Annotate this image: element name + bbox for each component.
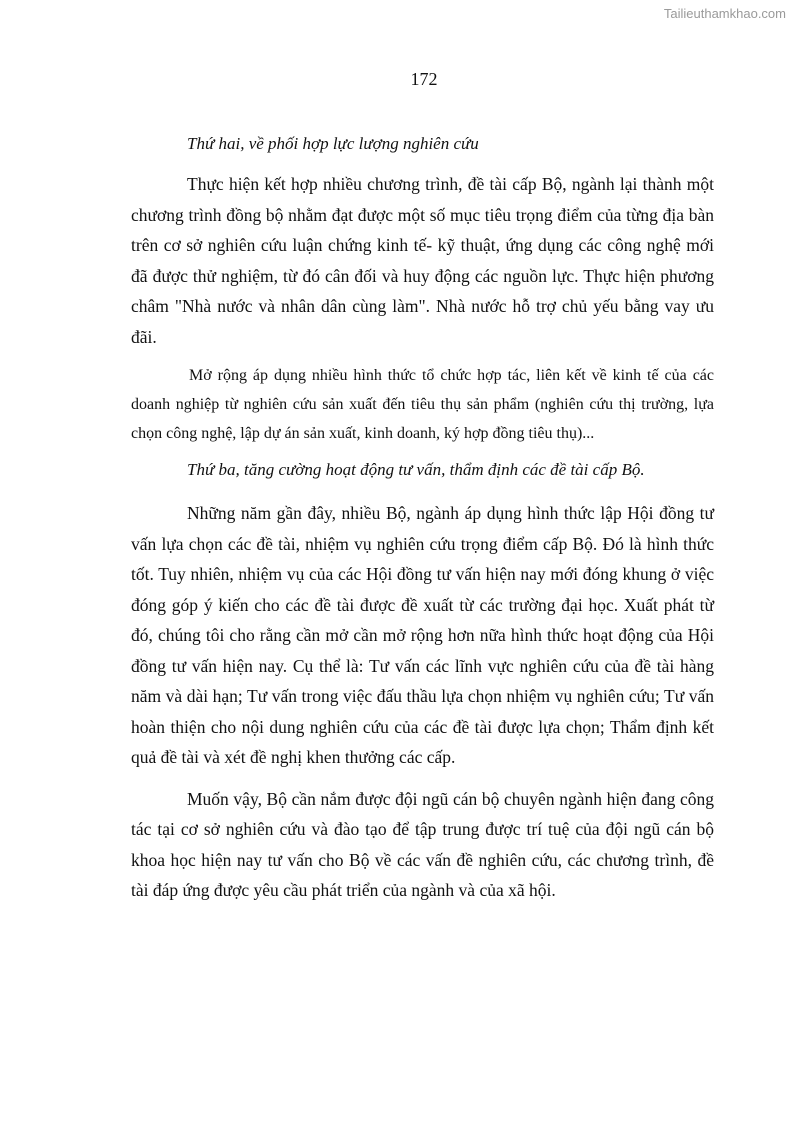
paragraph-staff: Muốn vậy, Bộ cần nắm được đội ngũ cán bộ chuyên ngành hiện đang công tác tại cơ sở nghiên cứu và đào tạo để tập trung được trí tuệ của đội ngũ cán bộ khoa học hiện nay tư vấn cho Bộ về các vấn đề nghiên cứu, các chương trình, đề tài đáp ứng được yêu cầu phát triển của ngành và của xã hội.	[131, 788, 714, 900]
page-number: 172	[410, 69, 438, 89]
section-heading-2: Thứ hai, về phối hợp lực lượng nghiên cứu	[187, 134, 479, 153]
document-body	[131, 130, 714, 906]
paragraph-cooperation: Mở rộng áp dụng nhiều hình thức tổ chức hợp tác, liên kết về kinh tế của các doanh nghiệp từ nghiên cứu sản xuất đến tiêu thụ sản phẩm (nghiên cứu thị trường, lựa chọn công nghệ, lập dự án sản xuất, kinh doanh, ký hợp đồng tiêu thụ)...	[131, 367, 714, 442]
section-heading-3: Thứ ba, tăng cường hoạt động tư vấn, thẩm định các đề tài cấp Bộ.	[187, 460, 645, 479]
paragraph-advisory-council: Những năm gần đây, nhiều Bộ, ngành áp dụng hình thức lập Hội đồng tư vấn lựa chọn các đề tài, nhiệm vụ nghiên cứu trọng điểm cấp Bộ. Đó là hình thức tốt. Tuy nhiên, nhiệm vụ của các Hội đồng tư vấn hiện nay mới đóng khung ở việc đóng góp ý kiến cho các đề tài được đề xuất từ các trường đại học. Xuất phát từ đó, chúng tôi cho rằng cần mở cần mở rộng hơn nữa hình thức hoạt động của Hội đồng tư vấn hiện nay. Cụ thể là: Tư vấn các lĩnh vực nghiên cứu của đề tài hàng năm và dài hạn; Tư vấn trong việc đấu thầu lựa chọn nhiệm vụ nghiên cứu; Tư vấn hoàn thiện cho nội dung nghiên cứu của các đề tài được lựa chọn; Thẩm định kết quả đề tài và xét đề nghị khen thưởng các cấp.	[131, 503, 714, 767]
paragraph-coordination: Thực hiện kết hợp nhiều chương trình, đề tài cấp Bộ, ngành lại thành một chương trình đồng bộ nhằm đạt được một số mục tiêu trọng điểm của từng địa bàn trên cơ sở nghiên cứu luận chứng kinh tế- kỹ thuật, ứng dụng các công nghệ mới đã được thử nghiệm, từ đó cân đối và huy động các nguồn lực. Thực hiện phương châm "Nhà nước và nhân dân cùng làm". Nhà nước hỗ trợ chủ yếu bằng vay ưu đãi.	[131, 174, 714, 347]
watermark-text: Tailieuthamkhao.com	[663, 6, 786, 21]
